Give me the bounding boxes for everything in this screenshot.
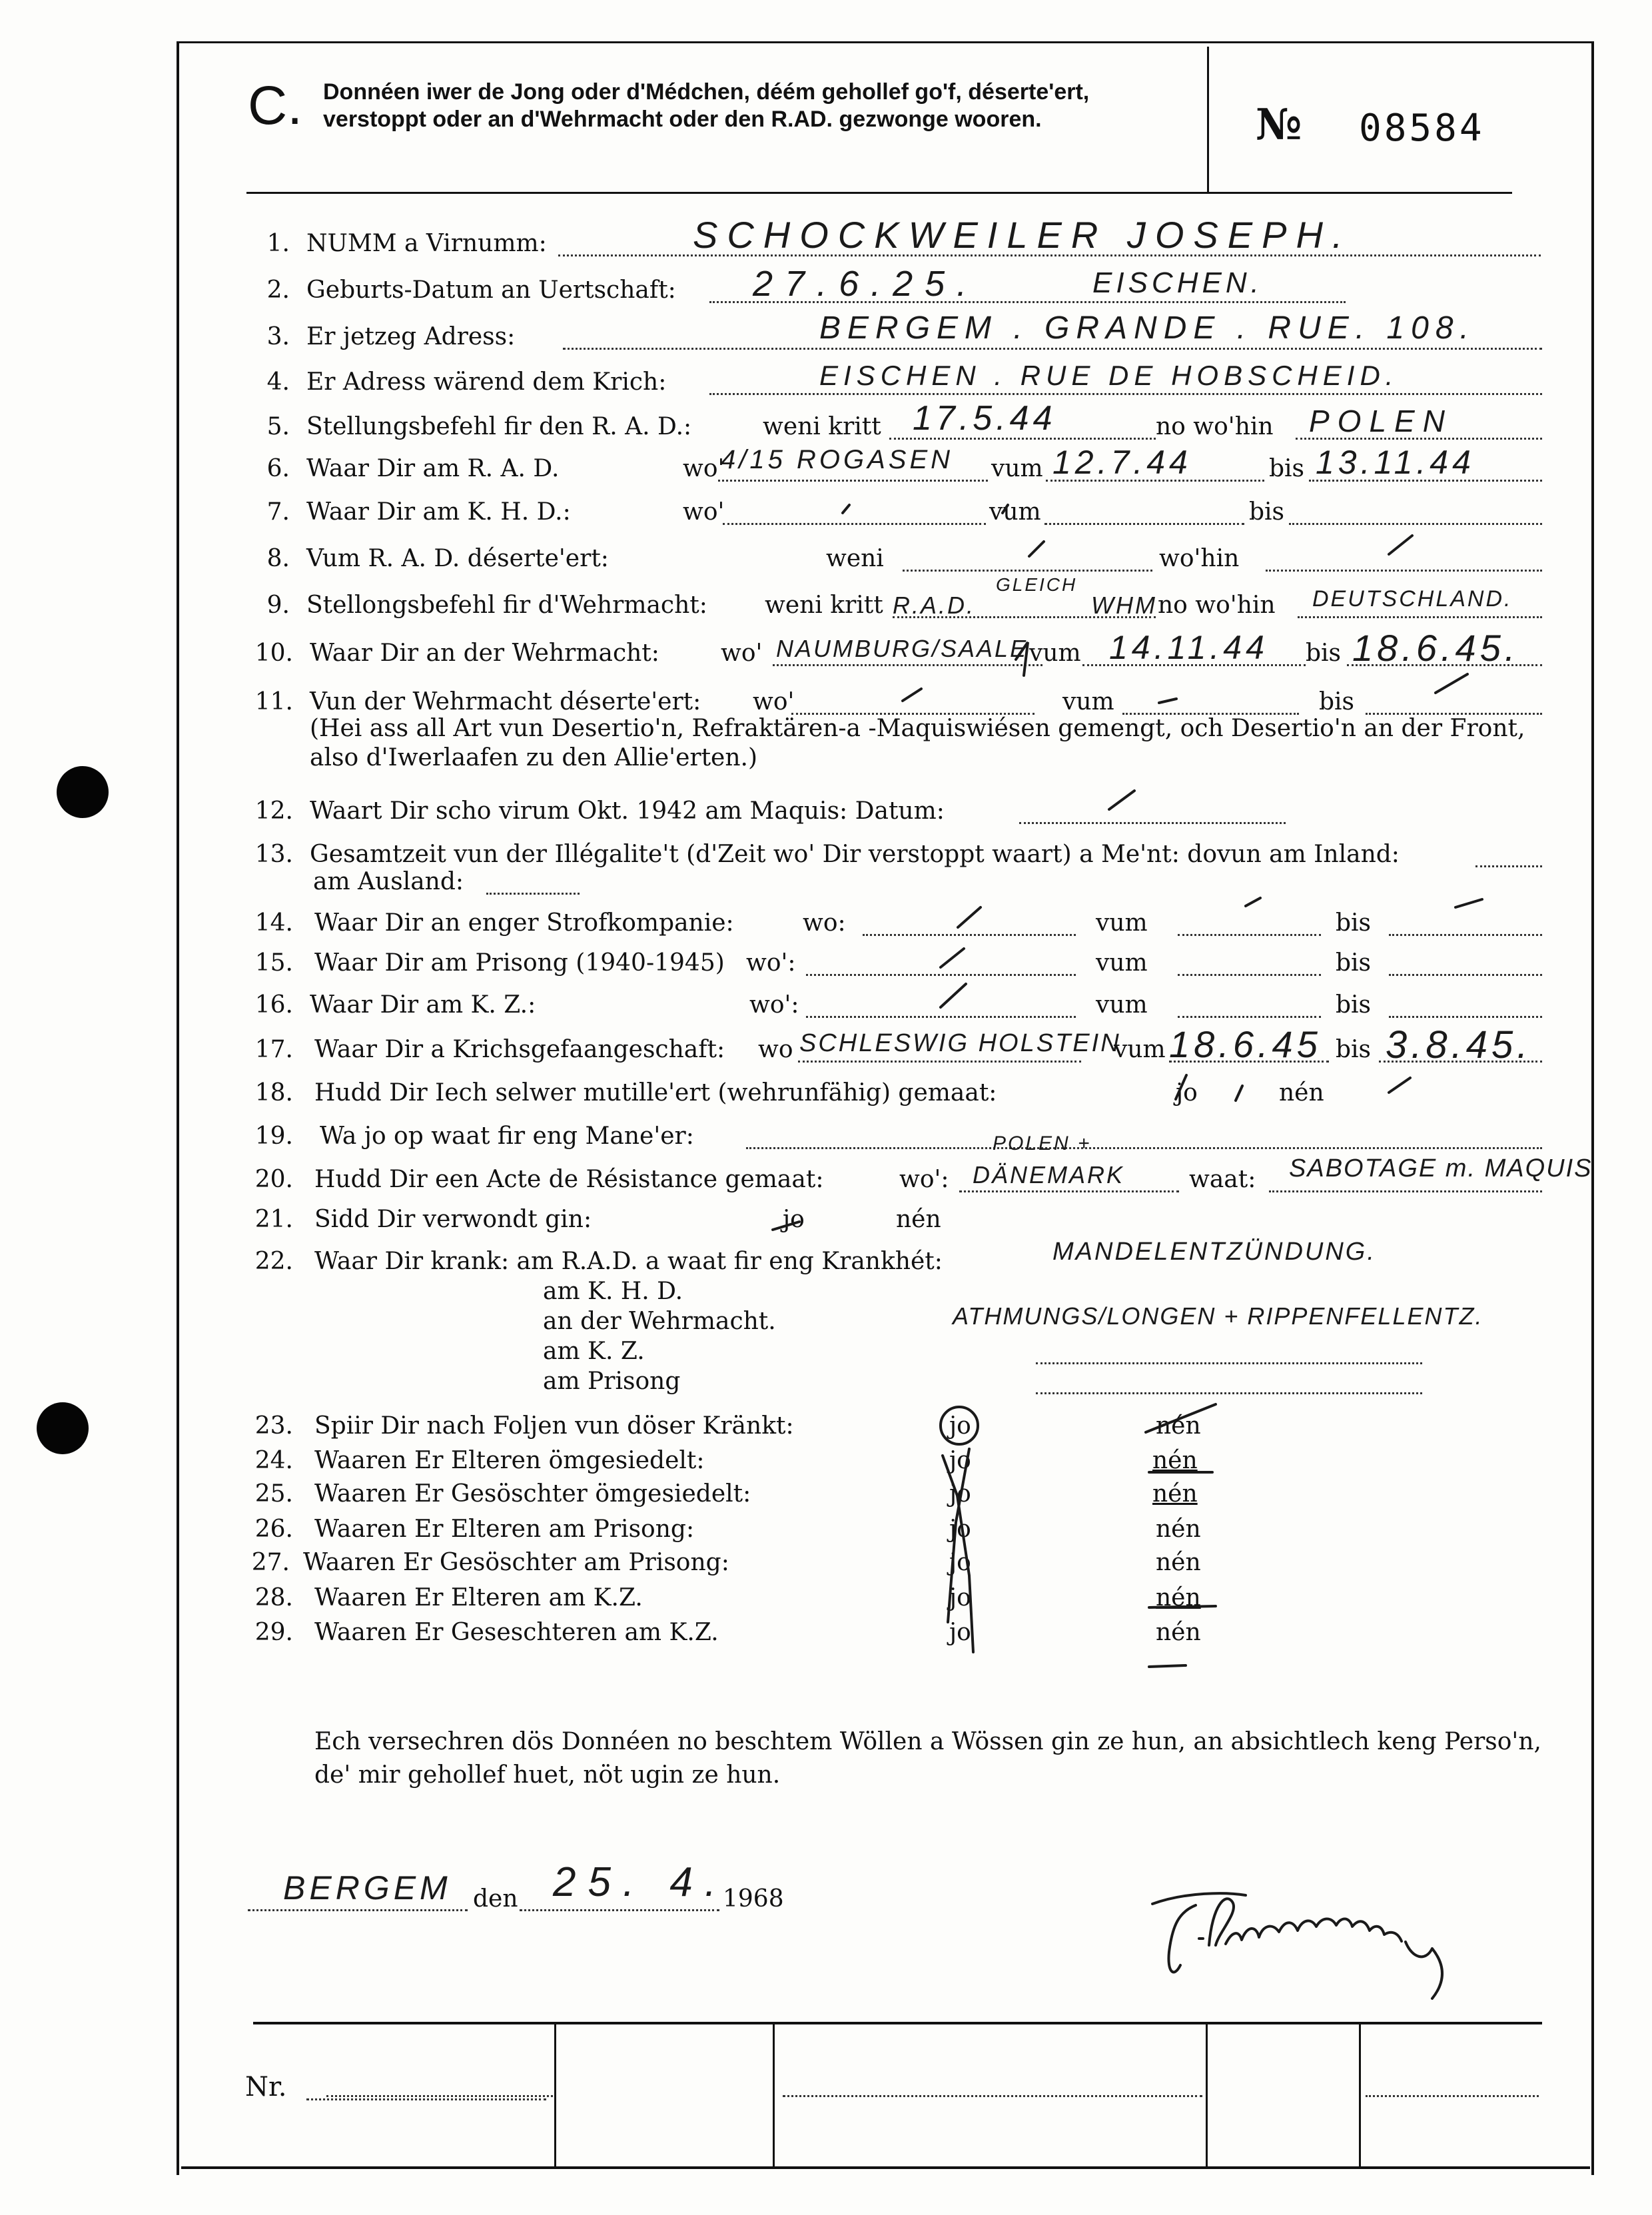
- handwritten-rad-order-dest: POLEN: [1309, 404, 1453, 438]
- item-label-parents-kz: Waaren Er Elteren am K.Z.: [314, 1584, 643, 1611]
- wounded-no[interactable]: nén: [896, 1206, 941, 1233]
- item-label-birth: Geburts-Datum an Uertschaft:: [306, 276, 676, 304]
- footer-row-line: [783, 2095, 1202, 2097]
- kz-to-label: bis: [1336, 991, 1372, 1019]
- handwritten-wm-order-dest: DEUTSCHLAND.: [1312, 586, 1513, 612]
- footer-row-line: [326, 2095, 553, 2097]
- item-label-self-mutilation: Hudd Dir Iech selwer mutille'ert (wehrunfähig) gemaat:: [314, 1079, 997, 1107]
- rad-where-label: wo': [683, 455, 725, 482]
- item-label-rad: Waar Dir am R. A. D.: [306, 455, 560, 482]
- handwritten-name: SCHOCKWEILER JOSEPH.: [693, 214, 1352, 256]
- year-label: 1968: [723, 1885, 784, 1913]
- item-label-siblings-kz: Waaren Er Geseschteren am K.Z.: [314, 1619, 719, 1646]
- handwritten-pow-where: SCHLESWIG HOLSTEIN: [799, 1029, 1121, 1057]
- item-number: 6.: [266, 455, 290, 482]
- self-mutilation-yes[interactable]: jo: [1176, 1079, 1198, 1107]
- rad-desert-dest-label: wo'hin: [1159, 545, 1240, 572]
- item-number: 14.: [254, 909, 293, 937]
- prison-from-label: vum: [1096, 949, 1148, 977]
- place-line[interactable]: [248, 1909, 468, 1911]
- self-mutilation-no[interactable]: nén: [1279, 1079, 1324, 1107]
- item-number: 29.: [254, 1619, 293, 1646]
- item-number: 5.: [266, 413, 290, 440]
- item-number: 10.: [254, 640, 293, 667]
- ill-sub-wm: an der Wehrmacht.: [543, 1308, 776, 1335]
- handwritten-wm-from: 14.11.44: [1109, 629, 1268, 666]
- wm-where-label: wo': [721, 640, 763, 667]
- handwritten-wm-order-when: R.A.D.: [893, 592, 976, 619]
- illegality-abroad-label: am Ausland:: [313, 868, 464, 895]
- footer-nr-label: Nr.: [245, 2072, 287, 2102]
- rad-desert-when-label: weni: [826, 545, 884, 572]
- item-label-wounded: Sidd Dir verwondt gin:: [314, 1206, 592, 1233]
- handwritten-birth-place: EISCHEN.: [1092, 266, 1263, 299]
- khd-to-label: bis: [1249, 498, 1285, 526]
- item-label-illegality: Gesamtzeit vun der Illégalite't (d'Zeit wo' Dir verstoppt waart) a Me'nt: dovun am Inland:: [310, 841, 1400, 868]
- item-number: 4.: [266, 368, 290, 396]
- item-label-wm-order: Stellongsbefehl fir d'Wehrmacht:: [306, 592, 707, 619]
- item-label-siblings-resettled: Waaren Er Gesöschter ömgesiedelt:: [314, 1480, 751, 1508]
- handwritten-resistance-what: SABOTAGE m. MAQUIS: [1289, 1154, 1593, 1182]
- khd-from-label: vum: [989, 498, 1041, 526]
- item-number: 1.: [266, 230, 290, 257]
- handwritten-rad-order-date: 17.5.44: [913, 399, 1056, 438]
- section-header: Donnéen iwer de Jong oder d'Médchen, déém gehollef go'f, déserte'ert, verstoppt oder an d'Wehrmacht oder den R.AD. gezwonge wooren.: [323, 79, 1090, 132]
- handwritten-illness-1: MANDELENTZÜNDUNG.: [1052, 1238, 1376, 1266]
- wm-desert-from-label: vum: [1062, 688, 1114, 715]
- ill-sub-kz: am K. Z.: [543, 1338, 645, 1365]
- item-number: 22.: [254, 1248, 293, 1275]
- parents-prison-no[interactable]: nén: [1156, 1516, 1201, 1543]
- handwritten-resistance-where-2: DÄNEMARK: [973, 1161, 1125, 1188]
- handwritten-pow-to: 3.8.45.: [1386, 1023, 1532, 1067]
- item-number: 17.: [254, 1036, 293, 1063]
- item-label-parents-resettled: Waaren Er Elteren ömgesiedelt:: [314, 1447, 705, 1474]
- pow-to-label: bis: [1336, 1036, 1372, 1063]
- handwritten-wm-to: 18.6.45.: [1352, 627, 1519, 669]
- kz-where-label: wo':: [749, 991, 799, 1019]
- handwritten-address: BERGEM . GRANDE . RUE. 108.: [819, 310, 1475, 346]
- siblings-kz-no[interactable]: nén: [1156, 1619, 1201, 1646]
- item-number: 26.: [254, 1516, 293, 1543]
- siblings-kz-yes[interactable]: jo: [949, 1619, 971, 1646]
- ill-sub-khd: am K. H. D.: [543, 1278, 683, 1305]
- handwritten-war-address: EISCHEN . RUE DE HOBSCHEID.: [819, 360, 1399, 391]
- after-effects-yes[interactable]: jo: [949, 1412, 971, 1440]
- pow-from-label: vum: [1114, 1036, 1166, 1063]
- footer-col: [1206, 2022, 1208, 2166]
- parents-kz-no[interactable]: nén: [1156, 1584, 1201, 1611]
- item-label-resistance: Hudd Dir een Acte de Résistance gemaat:: [314, 1166, 824, 1193]
- resistance-what-label: waat:: [1189, 1166, 1256, 1193]
- item-label-rad-desert: Vum R. A. D. déserte'ert:: [306, 545, 609, 572]
- footer-rule-top: [253, 2022, 1542, 2024]
- item-number: 13.: [254, 841, 293, 868]
- handwritten-wm-where: NAUMBURG/SAALE: [776, 635, 1029, 662]
- item-number: 12.: [254, 797, 293, 825]
- item-label-siblings-prison: Waaren Er Gesöschter am Prisong:: [303, 1549, 729, 1576]
- rad-from-label: vum: [991, 455, 1043, 482]
- resistance-where-label: wo':: [899, 1166, 949, 1193]
- item-number: 24.: [254, 1447, 293, 1474]
- item-label-wm-desert: Vun der Wehrmacht déserte'ert:: [310, 688, 701, 715]
- siblings-prison-yes[interactable]: jo: [949, 1549, 971, 1576]
- declaration-text: Ech versechren dös Donnéen no beschtem Wöllen a Wössen gin ze hun, an absichtlech keng Perso'n, de' mir gehollef huet, nöt ugin ze hun.: [314, 1728, 1541, 1789]
- item-label-war-address: Er Adress wärend dem Krich:: [306, 368, 667, 396]
- desertion-note: (Hei ass all Art vun Desertio'n, Refraktären-a -Maquiswiésen gemengt, och Desertio'n an der Front, also d'Iwerlaafen zu den Allie'erten.): [310, 715, 1525, 771]
- item-number: 15.: [254, 949, 293, 977]
- item-label-punishment: Waar Dir an enger Strofkompanie:: [314, 909, 734, 937]
- item-label-kz: Waar Dir am K. Z.:: [310, 991, 536, 1019]
- item-label-prison: Waar Dir am Prisong (1940-1945): [314, 949, 725, 977]
- number-sign: №: [1256, 100, 1302, 150]
- item-label-address: Er jetzeg Adress:: [306, 323, 516, 350]
- footer-col: [773, 2022, 775, 2166]
- parents-kz-yes[interactable]: jo: [949, 1584, 971, 1611]
- handwritten-resistance-where-1: POLEN +: [993, 1132, 1092, 1154]
- wm-to-label: bis: [1306, 640, 1342, 667]
- handwritten-place: BERGEM: [283, 1869, 452, 1907]
- item-number: 28.: [254, 1584, 293, 1611]
- kz-from-label: vum: [1096, 991, 1148, 1019]
- item-label-wm: Waar Dir an der Wehrmacht:: [310, 640, 659, 667]
- after-effects-no[interactable]: nén: [1156, 1412, 1201, 1440]
- section-letter: C.: [248, 75, 302, 136]
- prison-to-label: bis: [1336, 949, 1372, 977]
- ill-sub-prison: am Prisong: [543, 1368, 681, 1395]
- rad-order-dest-label: no wo'hin: [1156, 413, 1274, 440]
- item-number: 27.: [251, 1549, 290, 1576]
- pow-where-label: wo: [758, 1036, 793, 1063]
- item-number: 16.: [254, 991, 293, 1019]
- footer-rule-bottom: [181, 2166, 1590, 2169]
- khd-where-label: wo': [683, 498, 725, 526]
- punishment-where-label: wo:: [803, 909, 846, 937]
- item-number: 19.: [254, 1122, 293, 1150]
- handwritten-rad-from: 12.7.44: [1052, 444, 1192, 481]
- item-number: 2.: [266, 276, 290, 304]
- footer-col: [554, 2022, 556, 2166]
- wm-desert-where-label: wo': [753, 688, 795, 715]
- item-label-pow: Waar Dir a Krichsgefaangeschaft:: [314, 1036, 725, 1063]
- item-label-rad-order: Stellungsbefehl fir den R. A. D.:: [306, 413, 692, 440]
- siblings-resettled-yes[interactable]: jo: [949, 1480, 971, 1508]
- punishment-to-label: bis: [1336, 909, 1372, 937]
- item-number: 18.: [254, 1079, 293, 1107]
- footer-nr-line[interactable]: [306, 2098, 546, 2100]
- handwritten-rad-to: 13.11.44: [1316, 444, 1475, 481]
- item-label-parents-prison: Waaren Er Elteren am Prisong:: [314, 1516, 695, 1543]
- item-label-after-effects: Spiir Dir nach Foljen vun döser Kränkt:: [314, 1412, 794, 1440]
- den-label: den: [473, 1885, 518, 1913]
- item-label-khd: Waar Dir am K. H. D.:: [306, 498, 571, 526]
- parents-prison-yes[interactable]: jo: [949, 1516, 971, 1543]
- handwritten-date: 25. 4.: [553, 1859, 729, 1905]
- wm-from-label: vum: [1029, 640, 1081, 667]
- item-label-name: NUMM a Virnumm:: [306, 230, 547, 257]
- item-number: 3.: [266, 323, 290, 350]
- item-number: 23.: [254, 1412, 293, 1440]
- punishment-from-label: vum: [1096, 909, 1148, 937]
- date-line[interactable]: [520, 1909, 719, 1911]
- item-number: 21.: [254, 1206, 293, 1233]
- handwritten-illness-2: ATHMUNGS/LONGEN + RIPPENFELLENTZ.: [953, 1302, 1483, 1330]
- item-label-ill: Waar Dir krank: am R.A.D. a waat fir eng Krankhét:: [314, 1248, 943, 1275]
- rad-order-when-label: weni kritt: [763, 413, 881, 440]
- footer-col: [1359, 2022, 1361, 2166]
- item-number: 20.: [254, 1166, 293, 1193]
- item-number: 11.: [254, 688, 293, 715]
- siblings-prison-no[interactable]: nén: [1156, 1549, 1201, 1576]
- item-number: 8.: [266, 545, 290, 572]
- handwritten-wm-order-when-2: WHM: [1091, 592, 1157, 619]
- document-number: 08584: [1359, 107, 1485, 150]
- prison-where-label: wo':: [746, 949, 796, 977]
- item-label-method: Wa jo op waat fir eng Mane'er:: [320, 1122, 694, 1150]
- signature: [1132, 1865, 1532, 2012]
- wm-order-when-label: weni kritt: [765, 592, 883, 619]
- rad-to-label: bis: [1269, 455, 1305, 482]
- footer-row-line: [1366, 2095, 1539, 2097]
- item-number: 9.: [266, 592, 290, 619]
- item-number: 25.: [254, 1480, 293, 1508]
- wm-order-dest-label: no wo'hin: [1158, 592, 1276, 619]
- wounded-yes[interactable]: jo: [783, 1206, 805, 1233]
- parents-resettled-no[interactable]: nén: [1152, 1447, 1198, 1474]
- wm-desert-to-label: bis: [1319, 688, 1355, 715]
- handwritten-pow-from: 18.6.45: [1169, 1023, 1322, 1065]
- item-number: 7.: [266, 498, 290, 526]
- siblings-resettled-no[interactable]: nén: [1152, 1480, 1198, 1508]
- item-label-maquis: Waart Dir scho virum Okt. 1942 am Maquis: Datum:: [310, 797, 945, 825]
- handwritten-birth-date: 27.6.25.: [753, 264, 979, 304]
- handwritten-rad-where: 4/15 ROGASEN: [721, 445, 954, 474]
- parents-resettled-yes[interactable]: jo: [949, 1447, 971, 1474]
- handwritten-wm-order-when-sup: GLEICH: [996, 574, 1078, 595]
